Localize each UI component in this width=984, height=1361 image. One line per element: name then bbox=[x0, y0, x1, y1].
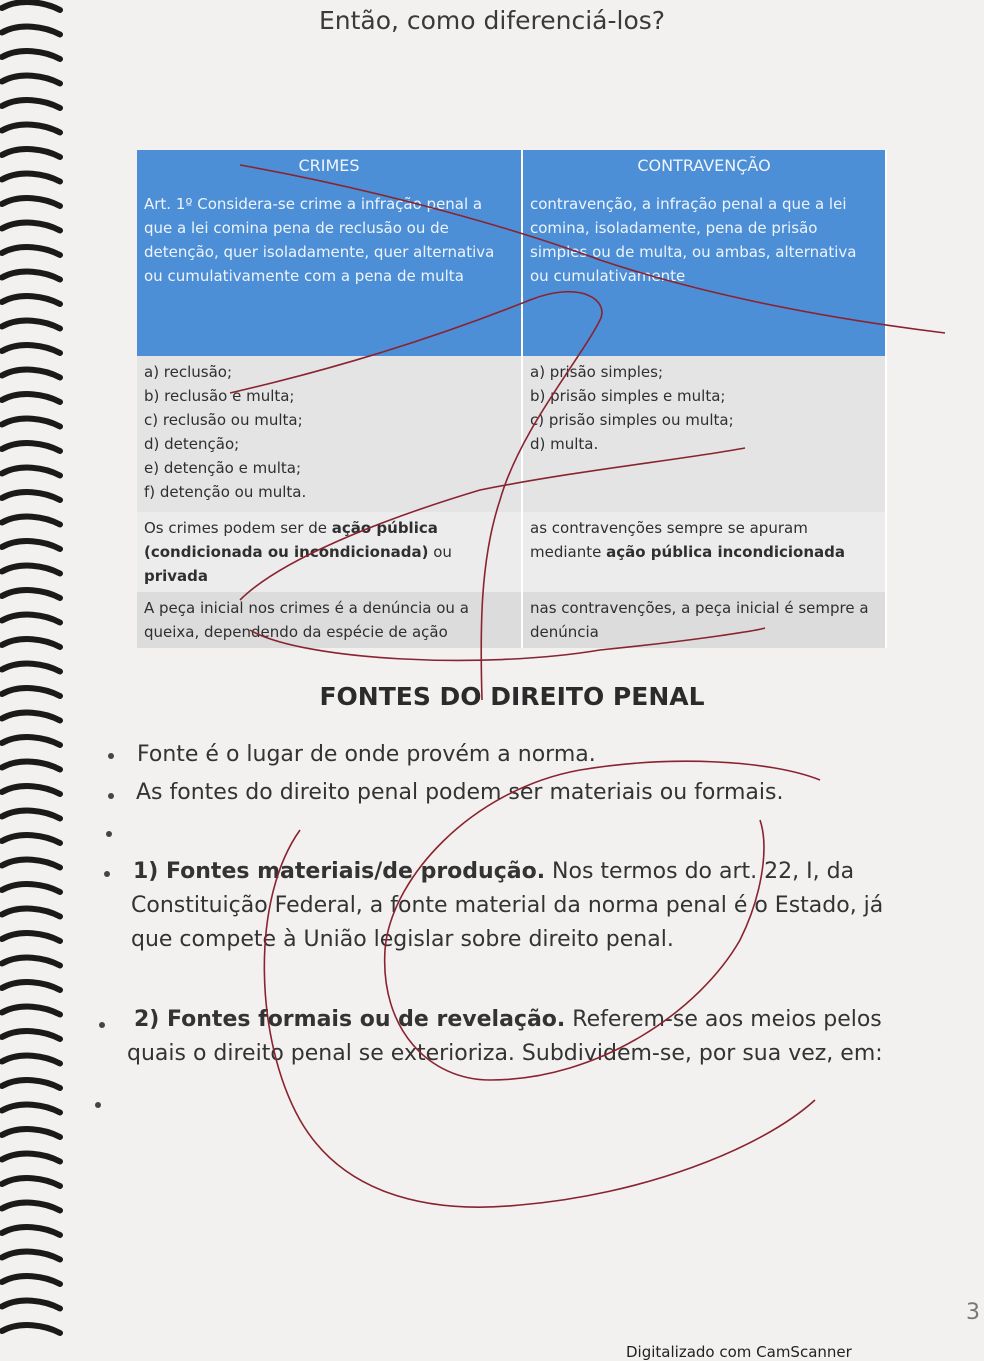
peca-contravencao: nas contravenções, a peça inicial é sempre a denúncia bbox=[522, 592, 886, 648]
spiral-coil bbox=[2, 590, 60, 598]
spiral-coil bbox=[2, 443, 60, 451]
spiral-coil bbox=[2, 811, 60, 819]
spiral-coil bbox=[2, 1276, 60, 1284]
definition-crimes: Art. 1º Considera-se crime a infração penal a que a lei comina pena de reclusão ou de detenção, quer isoladamente, quer alternativa ou cumulativamente com a pena de multa bbox=[137, 188, 522, 356]
spiral-coil bbox=[2, 615, 60, 623]
spiral-coil bbox=[2, 517, 60, 525]
spiral-coil bbox=[2, 1105, 60, 1113]
spiral-coil bbox=[2, 125, 60, 133]
spiral-coil bbox=[2, 296, 60, 304]
list-item: d) detenção; bbox=[144, 435, 240, 453]
spiral-coil bbox=[2, 321, 60, 329]
spiral-coil bbox=[2, 1154, 60, 1162]
spiral-coil bbox=[2, 566, 60, 574]
spiral-coil bbox=[2, 1301, 60, 1309]
bullet-dot bbox=[104, 871, 110, 877]
spiral-coil bbox=[2, 982, 60, 990]
contravencao-penalties bbox=[522, 356, 886, 512]
list-item: d) multa. bbox=[530, 435, 599, 453]
spiral-coil bbox=[2, 713, 60, 721]
spiral-coil bbox=[2, 223, 60, 231]
spiral-coil bbox=[2, 737, 60, 745]
spiral-binding bbox=[0, 0, 70, 1340]
acao-crimes: Os crimes podem ser de ação pública (condicionada ou incondicionada) ou privada bbox=[137, 512, 522, 592]
bullet-item: As fontes do direito penal podem ser materiais ou formais. bbox=[136, 780, 784, 805]
spiral-coil bbox=[2, 541, 60, 549]
spiral-coil bbox=[2, 1203, 60, 1211]
page-heading: Então, como diferenciá-los? bbox=[318, 6, 666, 35]
spiral-coil bbox=[2, 492, 60, 500]
spiral-coil bbox=[2, 639, 60, 647]
spiral-coil bbox=[2, 860, 60, 868]
bullet-line: que compete à União legislar sobre direito penal. bbox=[131, 927, 674, 952]
spiral-coil bbox=[2, 174, 60, 182]
peca-crimes: A peça inicial nos crimes é a denúncia ou a queixa, dependendo da espécie de ação bbox=[137, 592, 522, 648]
spiral-coil bbox=[2, 272, 60, 280]
list-item: b) reclusão e multa; bbox=[144, 387, 295, 405]
spiral-coil bbox=[2, 149, 60, 157]
list-item: b) prisão simples e multa; bbox=[530, 387, 726, 405]
spiral-coil bbox=[2, 1080, 60, 1088]
crime-penalties bbox=[137, 356, 522, 512]
bullet-item: 1) Fontes materiais/de produção. Nos termos do art. 22, I, da bbox=[133, 859, 855, 884]
bullet-dot bbox=[108, 793, 114, 799]
bullet-dot bbox=[106, 831, 112, 837]
section-title: FONTES DO DIREITO PENAL bbox=[319, 682, 705, 711]
list-item: a) reclusão; bbox=[144, 363, 233, 381]
scanner-watermark: Digitalizado com CamScanner bbox=[626, 1343, 852, 1361]
spiral-coil bbox=[2, 786, 60, 794]
list-item: f) detenção ou multa. bbox=[144, 483, 307, 501]
spiral-coil bbox=[2, 247, 60, 255]
spiral-coil bbox=[2, 468, 60, 476]
spiral-coil bbox=[2, 1007, 60, 1015]
spiral-coil bbox=[2, 100, 60, 108]
bullet-dot bbox=[95, 1102, 101, 1108]
header-crimes: CRIMES bbox=[137, 150, 522, 188]
bullet-line: quais o direito penal se exterioriza. Subdividem-se, por sua vez, em: bbox=[127, 1041, 883, 1066]
spiral-coil bbox=[2, 958, 60, 966]
list-item: c) prisão simples ou multa; bbox=[530, 411, 734, 429]
acao-contravencao: as contravenções sempre se apuram mediante ação pública incondicionada bbox=[522, 512, 886, 592]
spiral-coil bbox=[2, 198, 60, 206]
page-number: 3 bbox=[966, 1300, 980, 1325]
list-item: e) detenção e multa; bbox=[144, 459, 302, 477]
spiral-coil bbox=[2, 51, 60, 59]
comparison-table bbox=[137, 150, 887, 648]
spiral-coil bbox=[2, 1056, 60, 1064]
bullet-item: 2) Fontes formais ou de revelação. Referem-se aos meios pelos bbox=[134, 1007, 882, 1032]
spiral-coil bbox=[2, 1129, 60, 1137]
spiral-coil bbox=[2, 835, 60, 843]
spiral-coil bbox=[2, 762, 60, 770]
header-contravencao: CONTRAVENÇÃO bbox=[522, 150, 886, 188]
spiral-coil bbox=[2, 370, 60, 378]
spiral-coil bbox=[2, 1227, 60, 1235]
spiral-coil bbox=[2, 1031, 60, 1039]
bullet-line: Constituição Federal, a fonte material da norma penal é o Estado, já bbox=[131, 893, 884, 918]
spiral-coil bbox=[2, 394, 60, 402]
spiral-coil bbox=[2, 419, 60, 427]
list-item: c) reclusão ou multa; bbox=[144, 411, 303, 429]
spiral-coil bbox=[2, 1178, 60, 1186]
spiral-coil bbox=[2, 1252, 60, 1260]
spiral-coil bbox=[2, 345, 60, 353]
spiral-coil bbox=[2, 1325, 60, 1333]
spiral-coil bbox=[2, 884, 60, 892]
bullet-dot bbox=[99, 1022, 105, 1028]
spiral-coil bbox=[2, 909, 60, 917]
list-item: a) prisão simples; bbox=[530, 363, 664, 381]
spiral-coil bbox=[2, 76, 60, 84]
spiral-coil bbox=[2, 664, 60, 672]
bullet-item: Fonte é o lugar de onde provém a norma. bbox=[137, 742, 596, 767]
spiral-coil bbox=[2, 933, 60, 941]
bullet-dot bbox=[108, 753, 114, 759]
definition-contravencao: contravenção, a infração penal a que a lei comina, isoladamente, pena de prisão simples ou de multa, ou ambas, alternativa ou cumulativamente bbox=[522, 188, 886, 356]
